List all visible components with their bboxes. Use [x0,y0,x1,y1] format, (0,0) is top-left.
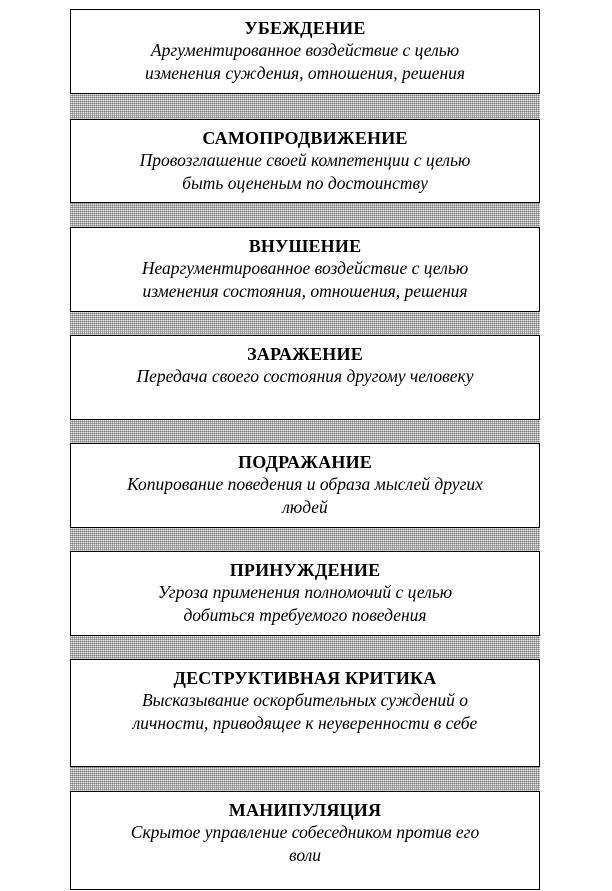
box-title: ПОДРАЖАНИЕ [238,452,372,472]
box-suggestion [70,227,540,312]
box-desc-line: Передача своего состояния другому человеку [136,366,474,386]
box-contagion [70,335,540,420]
box-persuasion [70,9,540,94]
box-desc-line: личности, приводящее к неуверенности в себе [132,713,478,733]
box-desc-line: изменения состояния, отношения, решения [142,281,468,301]
box-manipulation [70,791,540,890]
influence-types-column [70,9,540,890]
box-self-promotion [70,119,540,203]
box-desc-line: Копирование поведения и образа мыслей других [127,474,483,494]
box-desc-line: Неаргументированное воздействие с целью [141,258,469,278]
box-desc-line: воли [288,845,322,865]
box-desc-line: Скрытое управление собеседником против его [130,822,480,842]
box-title: УБЕЖДЕНИЕ [244,18,366,38]
box-title: ПРИНУЖДЕНИЕ [229,560,381,580]
box-title: САМОПРОДВИЖЕНИЕ [202,128,408,148]
box-title: ВНУШЕНИЕ [248,236,362,256]
box-coercion [70,551,540,636]
box-desc-line: Провозглашение своей компетенции с целью [139,150,471,170]
box-desc-line: Высказывание оскорбительных суждений о [141,690,468,710]
box-desc-line: Угроза применения полномочий с целью [157,582,453,602]
box-desc-line: добиться требуемого поведения [183,605,427,625]
box-title: МАНИПУЛЯЦИЯ [228,800,382,820]
box-desc-line: людей [282,497,328,517]
box-desc-line: изменения суждения, отношения, решения [144,63,466,83]
box-desc-line: Аргументированное воздействие с целью [150,40,460,60]
box-title: ДЕСТРУКТИВНАЯ КРИТИКА [173,668,437,688]
box-desc-line: быть оцененым по достоинству [182,173,428,193]
box-imitation [70,443,540,528]
box-title: ЗАРАЖЕНИЕ [247,344,363,364]
box-destructive-criticism [70,659,540,767]
